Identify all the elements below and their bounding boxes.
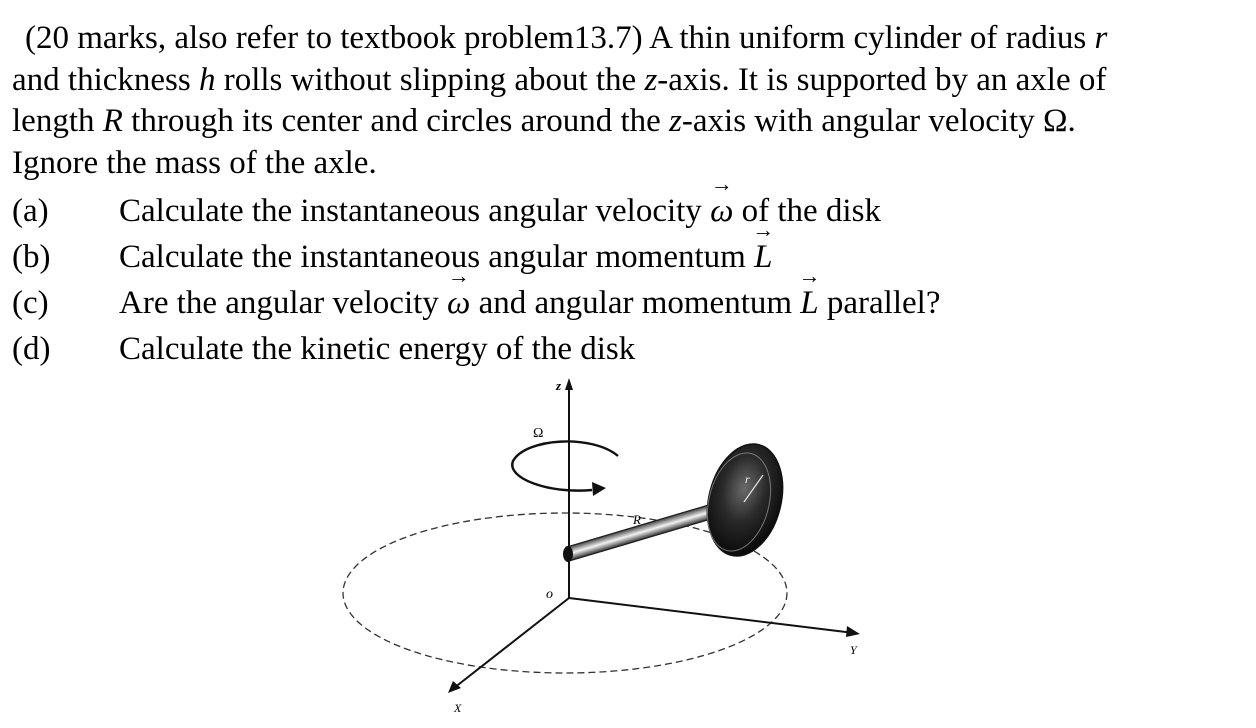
- origin-label: o: [546, 587, 553, 602]
- item-label: (c): [12, 285, 49, 321]
- item-label: (b): [12, 239, 51, 275]
- question-d: [12, 326, 1248, 372]
- item-text: Are the angular velocity → ω and angular momentum → L parallel?: [119, 280, 940, 326]
- question-a: [12, 188, 1248, 234]
- y-axis-line: [569, 598, 854, 633]
- problem-statement: [12, 18, 1248, 372]
- problem-line-3: length R through its center and circles around the z-axis with angular velocity Ω.: [12, 103, 1076, 139]
- omega-label: Ω: [533, 426, 544, 441]
- rotation-arrow: [512, 441, 618, 490]
- var-z: z: [669, 103, 682, 139]
- question-list: [12, 188, 1248, 372]
- x-axis-line: [454, 598, 569, 688]
- problem-line-1: (20 marks, also refer to textbook problem13.7) A thin uniform cylinder of radius r: [25, 20, 1108, 56]
- problem-paragraph: [12, 18, 1248, 184]
- rolling-disk-figure: [330, 372, 890, 722]
- item-label: (d): [12, 331, 51, 367]
- rotation-arrowhead: [592, 482, 606, 496]
- R-label: R: [633, 512, 641, 527]
- x-axis-label: X: [454, 701, 462, 715]
- var-r: r: [1094, 20, 1108, 56]
- r-label: r: [745, 472, 750, 486]
- L-vector-symbol: → L: [800, 280, 818, 326]
- item-label: (a): [12, 193, 49, 229]
- omega-vector-symbol: → ω: [447, 280, 470, 326]
- var-z: z: [644, 61, 658, 98]
- z-axis-arrowhead: [565, 378, 573, 390]
- z-axis-label: z: [556, 378, 562, 393]
- omega-vector-symbol: → ω: [710, 188, 733, 234]
- item-text: Calculate the instantaneous angular velocity → ω of the disk: [119, 188, 881, 234]
- problem-line-2: and thickness h rolls without slipping about the z-axis. It is supported by an axle of: [12, 61, 1107, 98]
- var-R: R: [102, 103, 123, 139]
- L-vector-symbol: → L: [754, 234, 772, 280]
- y-axis-arrowhead: [846, 626, 860, 637]
- item-text: Calculate the instantaneous angular momentum → L: [119, 234, 772, 280]
- axle-end: [563, 546, 573, 562]
- var-h: h: [198, 61, 216, 98]
- item-text: Calculate the kinetic energy of the disk: [119, 331, 636, 367]
- problem-line-4: Ignore the mass of the axle.: [12, 144, 377, 181]
- y-axis-label: Y: [850, 643, 857, 657]
- question-b: [12, 234, 1248, 280]
- question-c: [12, 280, 1248, 326]
